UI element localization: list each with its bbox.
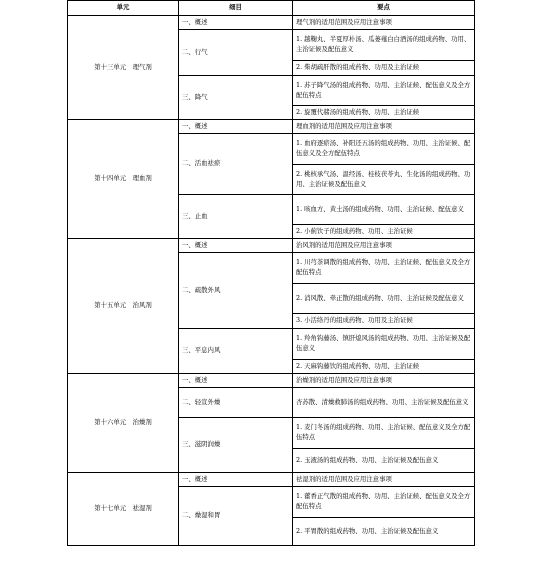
point-text: 杏苏散、清燥救肺汤的组成药物、功用、主治证候及配伍意义 xyxy=(293,388,475,418)
table-row xyxy=(68,239,475,253)
item-label: 一、概述 xyxy=(179,239,293,253)
table-row xyxy=(68,374,475,388)
point-text: 1. 川芎茶调散的组成药物、功用、主治证候、配伍意义及全方配伍特点 xyxy=(293,253,475,284)
item-label: 二、燥湿和胃 xyxy=(179,487,293,546)
point-text: 治风剂的适用范围及应用注意事项 xyxy=(293,239,475,253)
unit-name: 第十五单元 治风剂 xyxy=(68,239,179,374)
point-text: 1. 麦门冬汤的组成药物、功用、主治证候、配伍意义及全方配伍特点 xyxy=(293,418,475,449)
header-item: 细目 xyxy=(179,1,293,16)
table-row xyxy=(68,120,475,134)
item-label: 二、轻宣外燥 xyxy=(179,388,293,418)
item-label: 三、滋阴润燥 xyxy=(179,418,293,473)
point-text: 祛湿剂的适用范围及应用注意事项 xyxy=(293,473,475,487)
point-text: 2. 玉液汤的组成药物、功用、主治证候及配伍意义 xyxy=(293,449,475,473)
header-point: 要点 xyxy=(293,1,475,16)
item-label: 三、止血 xyxy=(179,195,293,239)
point-text: 1. 苏子降气汤的组成药物、功用、主治证候、配伍意义及全方配伍特点 xyxy=(293,76,475,106)
item-label: 三、平息内风 xyxy=(179,329,293,374)
point-text: 理血剂的适用范围及应用注意事项 xyxy=(293,120,475,134)
item-label: 二、疏散外风 xyxy=(179,253,293,329)
unit-name: 第十四单元 理血剂 xyxy=(68,120,179,239)
unit-name: 第十三单元 理气剂 xyxy=(68,16,179,120)
header-unit: 单元 xyxy=(68,1,179,16)
point-text: 2. 小蓟饮子的组成药物、功用、主治证候 xyxy=(293,225,475,239)
point-text: 1. 越鞠丸、半夏厚朴汤、瓜蒌薤白白酒汤的组成药物、功用、主治证候及配伍意义 xyxy=(293,30,475,61)
item-label: 三、降气 xyxy=(179,76,293,120)
item-label: 二、行气 xyxy=(179,30,293,76)
point-text: 2. 桃核承气汤、温经汤、桂枝茯苓丸、生化汤的组成药物、功用、主治证候及配伍意义 xyxy=(293,165,475,195)
item-label: 二、活血祛瘀 xyxy=(179,134,293,195)
item-label: 一、概述 xyxy=(179,473,293,487)
point-text: 1. 血府逐瘀汤、补阳还五汤的组成药物、功用、主治证候、配伍意义及全方配伍特点 xyxy=(293,134,475,165)
point-text: 2. 消风散、牵正散的组成药物、功用、主治证候及配伍意义 xyxy=(293,284,475,314)
point-text: 3. 小活络丹的组成药物、功用及主治证候 xyxy=(293,314,475,329)
table-row xyxy=(68,473,475,487)
point-text: 1. 藿香正气散的组成药物、功用、主治证候、配伍意义及全方配伍特点 xyxy=(293,487,475,518)
point-text: 2. 柴胡疏肝散的组成药物、功用及主治证候 xyxy=(293,61,475,76)
point-text: 2. 旋覆代赭汤的组成药物、功用、主治证候 xyxy=(293,106,475,120)
unit-name: 第十七单元 祛湿剂 xyxy=(68,473,179,546)
point-text: 治燥剂的适用范围及应用注意事项 xyxy=(293,374,475,388)
unit-name: 第十六单元 治燥剂 xyxy=(68,374,179,473)
point-text: 2. 平胃散的组成药物、功用、主治证候及配伍意义 xyxy=(293,518,475,546)
point-text: 理气剂的适用范围及应用注意事项 xyxy=(293,16,475,30)
point-text: 1. 咳血方、黄土汤的组成药物、功用、主治证候、配伍意义 xyxy=(293,195,475,225)
syllabus-table xyxy=(67,0,475,546)
item-label: 一、概述 xyxy=(179,374,293,388)
header-row xyxy=(68,1,475,16)
point-text: 2. 天麻钩藤饮的组成药物、功用、主治证候 xyxy=(293,360,475,374)
item-label: 一、概述 xyxy=(179,120,293,134)
table-row xyxy=(68,16,475,30)
item-label: 一、概述 xyxy=(179,16,293,30)
point-text: 1. 羚角钩藤汤、镇肝熄风汤的组成药物、功用、主治证候及配伍意义 xyxy=(293,329,475,360)
